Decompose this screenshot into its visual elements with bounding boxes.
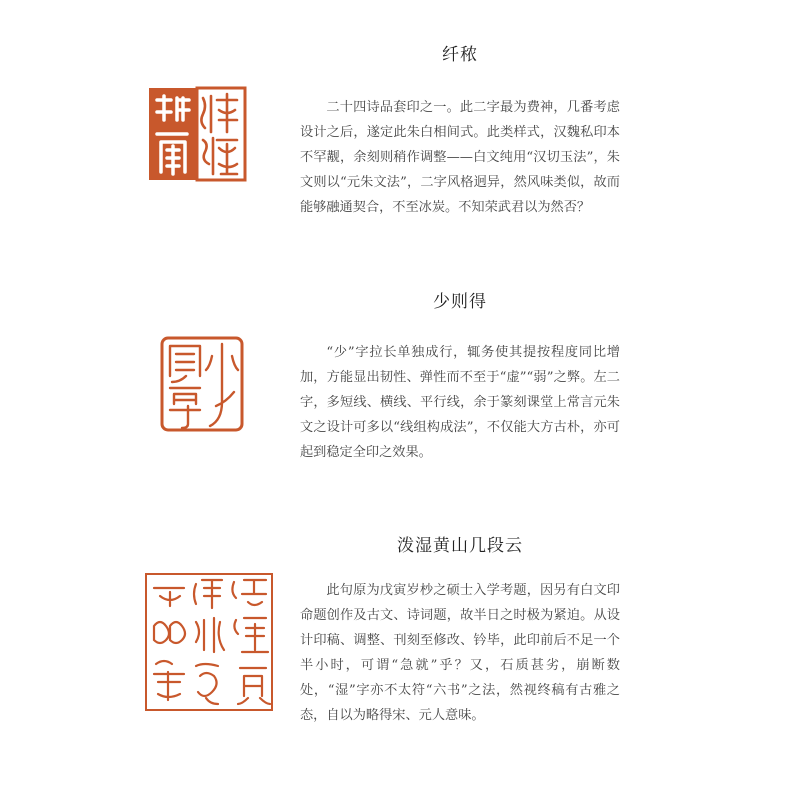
entry-title: 泼湿黄山几段云 <box>397 536 523 556</box>
entry-paragraph: 此句原为戊寅岁杪之硕士入学考题，因另有白文印命题创作及古文、诗词题，故半日之时极为紧迫。从设计印稿、调整、刊刻至修改、钤毕，此印前后不足一个半小时，可谓“急就”乎？又，石质甚劣，崩断数处，“湿”字亦不太符“六书”之法，然视终稿有古雅之态，自以为略得宋、元人意味。 <box>300 583 620 723</box>
entry-description <box>300 95 620 220</box>
entry-description <box>300 340 620 465</box>
seal-poshi-huangshan-image <box>144 572 274 712</box>
seal-shaozede-image <box>160 336 244 432</box>
entry-title: 纤秾 <box>442 45 478 65</box>
entry-description <box>300 578 620 728</box>
entry-title: 少则得 <box>433 292 487 312</box>
seal-xiannong-image <box>147 86 247 182</box>
entry-paragraph: “少”字拉长单独成行，辄务使其提按程度同比增加，方能显出韧性、弹性而不至于“虚”“弱”之弊。左二字，多短线、横线、平行线，余于篆刻课堂上常言元朱文之设计可多以“线组构成法”，不仅能大方古朴，亦可起到稳定全印之效果。 <box>300 345 620 460</box>
entry-paragraph: 二十四诗品套印之一。此二字最为费神，几番考虑设计之后，遂定此朱白相间式。此类样式，汉魏私印本不罕觏，余刻则稍作调整——白文纯用“汉切玉法”，朱文则以“元朱文法”，二字风格迥异，然风味类似，故而能够融通契合，不至冰炭。不知荣武君以为然否？ <box>300 100 620 215</box>
